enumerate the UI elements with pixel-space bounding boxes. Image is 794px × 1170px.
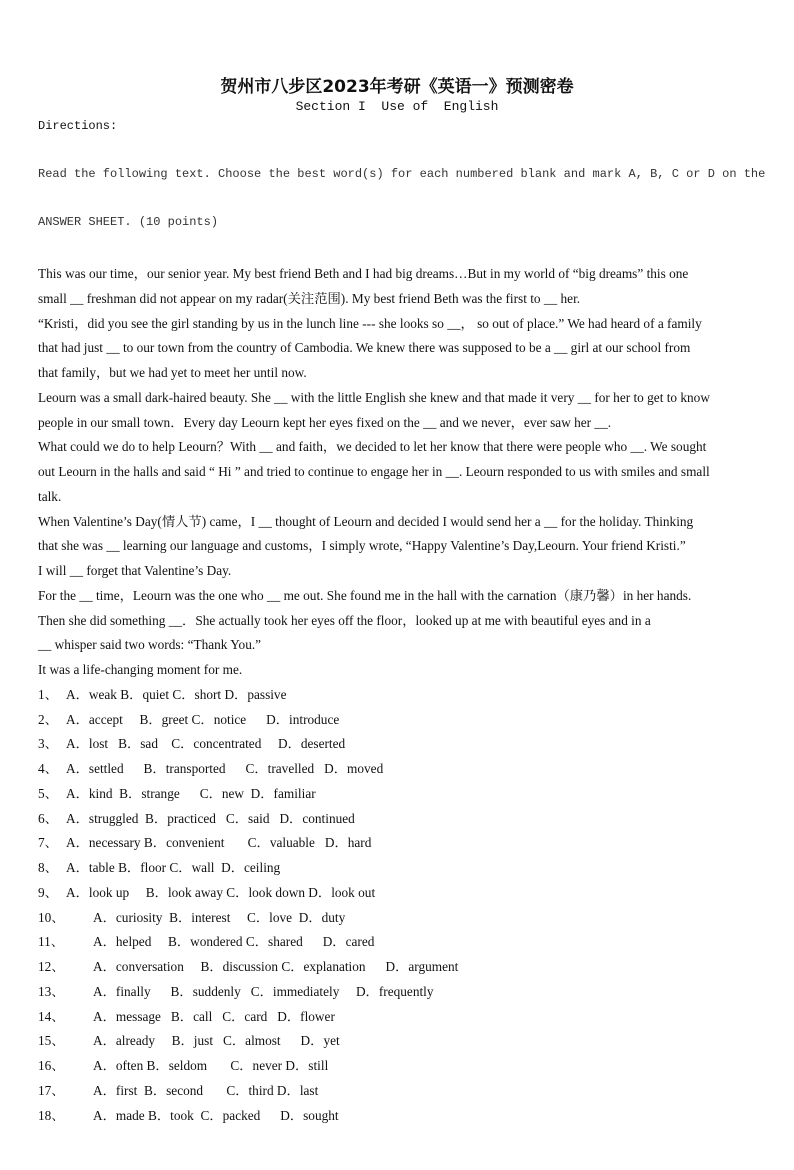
passage-line: Then she did something __．She actually took her eyes off the floor，looked up at me with beautiful eyes and in a	[38, 612, 651, 628]
question-item	[38, 1031, 770, 1056]
question-number: 10、	[38, 909, 65, 925]
question-options: A．lost B．sad C．concentrated D．deserted	[66, 736, 346, 752]
question-number: 15、	[38, 1033, 65, 1049]
passage-line: Leourn was a small dark-haired beauty. She __ with the little English she knew and that made it very __ for her to get to know	[38, 389, 710, 405]
question-item	[38, 982, 770, 1007]
question-item	[38, 883, 770, 908]
question-options: A．finally B．suddenly C．immediately D．frequently	[93, 983, 434, 999]
question-number: 8、	[38, 860, 58, 875]
question-options: A．made B．took C．packed D．sought	[93, 1107, 339, 1123]
question-options: A．weak B．quiet C．short D．passive	[66, 686, 287, 702]
question-item	[38, 1106, 770, 1131]
question-item	[38, 685, 770, 710]
question-item	[38, 759, 770, 784]
question-item	[38, 957, 770, 982]
question-options: A．often B．seldom C．never D．still	[93, 1058, 329, 1073]
question-options: A．curiosity B．interest C．love D．duty	[93, 909, 346, 925]
question-options: A．necessary B．convenient C．valuable D．hard	[66, 835, 372, 851]
question-options: A．first B．second C．third D．last	[93, 1082, 319, 1098]
question-number: 12、	[38, 959, 65, 974]
question-item	[38, 908, 770, 933]
directions-label: Directions:	[38, 119, 118, 133]
question-item	[38, 734, 770, 759]
question-number: 2、	[38, 711, 58, 727]
question-number: 3、	[38, 736, 58, 752]
passage-line: “Kristi，did you see the girl standing by us in the lunch line --- she looks so __， so out of place.” We had heard of a family	[38, 315, 702, 331]
question-item	[38, 710, 770, 735]
question-number: 5、	[38, 785, 58, 801]
directions-line: ANSWER SHEET. (10 points)	[38, 215, 219, 229]
question-options: A．kind B．strange C．new D．familiar	[66, 785, 316, 801]
section-subtitle: Section I Use of English	[295, 99, 499, 114]
question-options: A．accept B．greet C．notice D．introduce	[66, 711, 340, 727]
passage-line: When Valentine’s Day(情人节) came，I __ thought of Leourn and decided I would send her a __ for the holiday. Thinking	[38, 513, 694, 529]
question-options: A．table B．floor C．wall D．ceiling	[66, 860, 281, 875]
passage-line: that had just __ to our town from the country of Cambodia. We knew there was supposed to be a __ girl at our school from	[38, 340, 691, 356]
question-number: 6、	[38, 810, 58, 826]
question-options: A．already B．just C．almost D．yet	[93, 1033, 340, 1049]
question-item	[38, 1081, 770, 1106]
question-item	[38, 1056, 770, 1081]
question-number: 18、	[38, 1107, 65, 1123]
passage-line: talk.	[38, 488, 62, 504]
question-number: 11、	[38, 934, 65, 950]
passage-line: out Leourn in the halls and said “ Hi ” and tried to continue to engage her in __. Leourn responded to us with smiles and small	[38, 464, 710, 479]
page-title: 贺州市八步区2023年考研《英语一》预测密卷	[220, 77, 574, 97]
passage-line: that family，but we had yet to meet her until now.	[38, 365, 307, 380]
passage-and-questions	[38, 264, 770, 1130]
question-options: A．settled B．transported C．travelled D．moved	[66, 761, 384, 776]
question-options: A．helped B．wondered C．shared D．cared	[93, 934, 375, 950]
question-number: 4、	[38, 761, 58, 776]
passage-line: What could we do to help Leourn？With __ and faith，we decided to let her know that there were people who __. We sought	[38, 439, 707, 455]
question-number: 16、	[38, 1058, 65, 1073]
question-options: A．struggled B．practiced C．said D．continued	[66, 810, 355, 826]
passage-line: people in our small town．Every day Leourn kept her eyes fixed on the __ and we never，ever saw her __.	[38, 414, 612, 430]
question-item	[38, 858, 770, 883]
passage-line: For the __ time，Leourn was the one who __ me out. She found me in the hall with the carnation（康乃馨）in her hands.	[38, 587, 692, 603]
question-item	[38, 833, 770, 858]
passage-line: __ whisper said two words: “Thank You.”	[38, 637, 262, 653]
question-number: 17、	[38, 1082, 65, 1098]
passage-line: that she was __ learning our language and customs，I simply wrote, “Happy Valentine’s Day,Leourn. Your friend Kristi.”	[38, 538, 686, 554]
question-options: A．conversation B．discussion C．explanation D．argument	[93, 959, 459, 974]
question-number: 13、	[38, 983, 65, 999]
question-item	[38, 784, 770, 809]
passage-line: I will __ forget that Valentine’s Day.	[38, 563, 232, 578]
directions-text	[38, 134, 770, 262]
question-item	[38, 809, 770, 834]
question-options: A．look up B．look away C．look down D．look out	[66, 884, 376, 900]
question-number: 9、	[38, 884, 58, 900]
question-item	[38, 932, 770, 957]
passage-line: It was a life-changing moment for me.	[38, 662, 243, 677]
directions-line: Read the following text. Choose the best word(s) for each numbered blank and mark A, B, C or D on the	[38, 167, 766, 181]
question-number: 1、	[38, 686, 58, 702]
question-item	[38, 1007, 770, 1032]
passage-line: This was our time，our senior year. My best friend Beth and I had big dreams…But in my world of “big dreams” this one	[38, 266, 689, 281]
passage-line: small __ freshman did not appear on my radar(关注范围). My best friend Beth was the first to __ her.	[38, 290, 581, 306]
question-options: A．message B．call C．card D．flower	[93, 1008, 335, 1024]
question-number: 7、	[38, 835, 58, 851]
question-number: 14、	[38, 1008, 65, 1024]
